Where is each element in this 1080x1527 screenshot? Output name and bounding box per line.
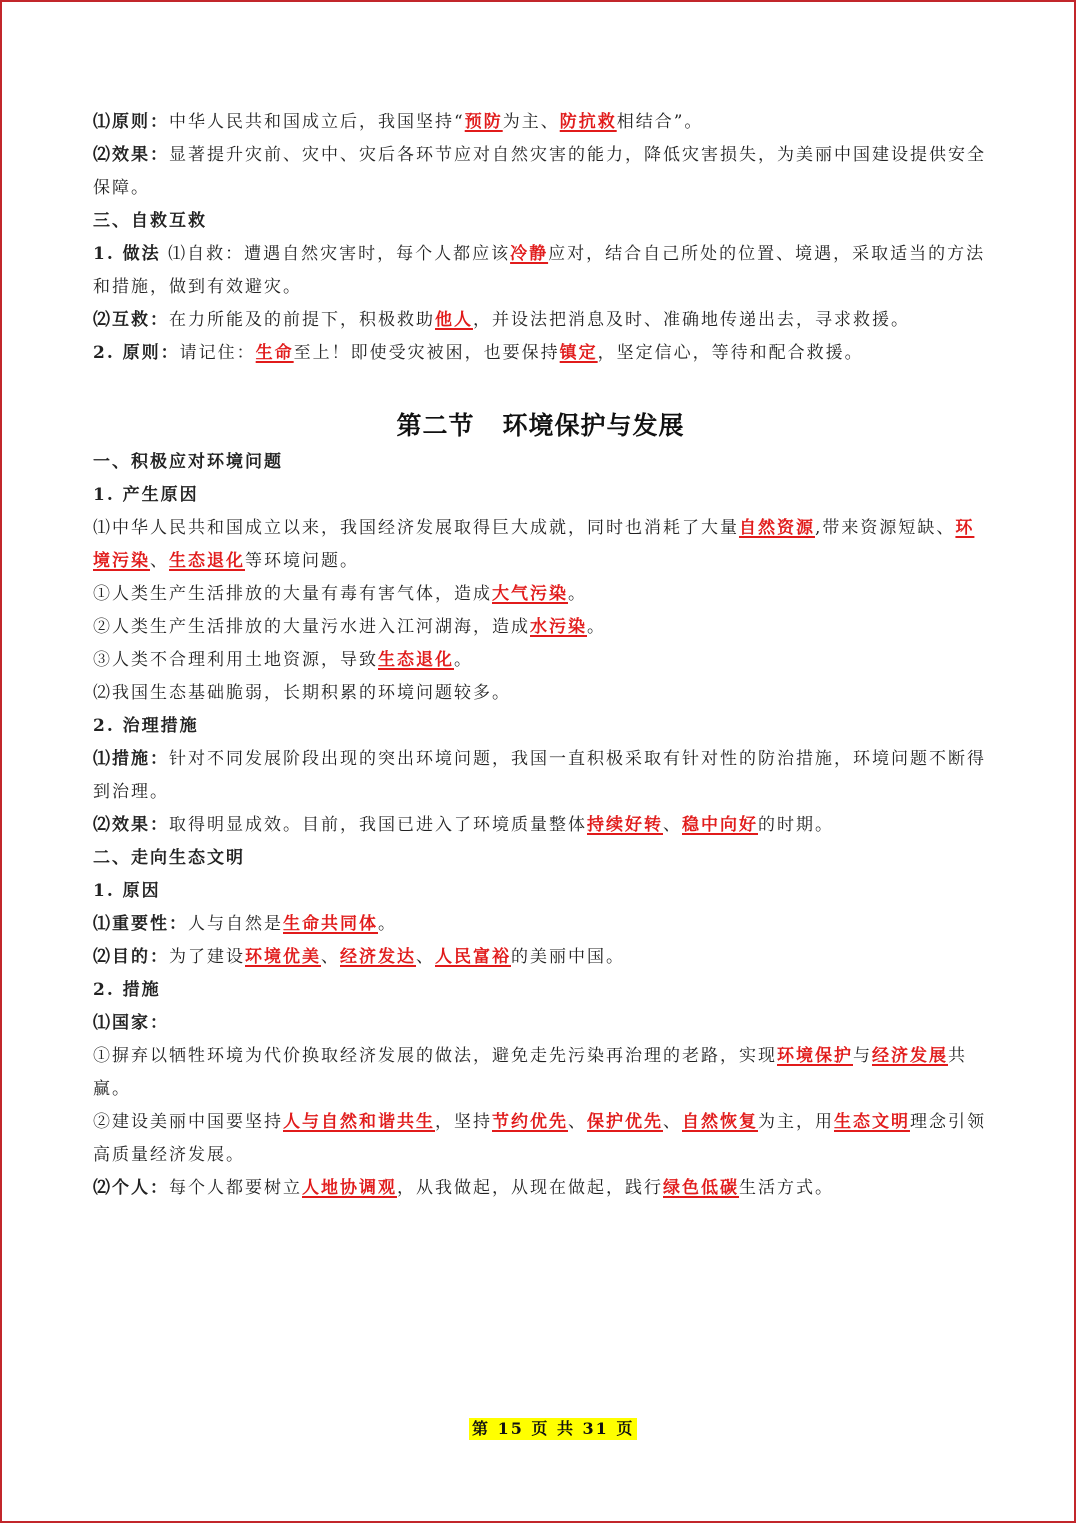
text: 、 [663, 815, 682, 835]
paragraph [93, 1172, 988, 1205]
keyword: 稳中向好 [682, 815, 758, 835]
text: ,带来资源短缺、 [815, 518, 956, 538]
text: 的时期。 [758, 815, 834, 835]
section-name: 环境保护与发展 [502, 411, 685, 440]
heading: 三、自救互救 [93, 211, 207, 231]
text: 共赢。 [93, 1046, 967, 1099]
paragraph [93, 337, 988, 370]
text: ，坚持 [435, 1112, 492, 1132]
text: ，坚定信心，等待和配合救援。 [597, 343, 864, 363]
text: ⑴自救：遭遇自然灾害时，每个人都应该 [160, 244, 511, 264]
text: 、 [416, 947, 435, 967]
keyword: 冷静 [510, 244, 549, 264]
keyword: 自然恢复 [682, 1112, 758, 1132]
paragraph [93, 941, 988, 974]
text: 为主、 [502, 112, 560, 132]
subheading: 2. 治理措施 [93, 716, 199, 736]
text: ②建设美丽中国要坚持 [93, 1112, 283, 1132]
text: 为主，用 [758, 1112, 834, 1132]
paragraph [93, 1040, 988, 1106]
paragraph [93, 512, 988, 578]
label: ⑵个人： [93, 1178, 169, 1198]
label: 2. 原则： [93, 343, 180, 363]
subheading: 1. 产生原因 [93, 485, 199, 505]
keyword: 环境优美 [245, 947, 321, 967]
paragraph [93, 809, 988, 842]
keyword: 人民富裕 [435, 947, 511, 967]
text: 显著提升灾前、灾中、灾后各环节应对自然灾害的能力，降低灾害损失，为美丽中国建设提供安全保障。 [93, 145, 986, 198]
keyword: 自然资源 [739, 518, 815, 538]
text: 。 [454, 650, 473, 670]
keyword: 保护优先 [587, 1112, 663, 1132]
keyword: 生态文明 [834, 1112, 910, 1132]
text: 。 [568, 584, 587, 604]
paragraph [93, 644, 988, 677]
text: 取得明显成效。目前，我国已进入了环境质量整体 [169, 815, 587, 835]
text: 请记住： [179, 343, 256, 363]
text: 生活方式。 [739, 1178, 834, 1198]
paragraph [93, 578, 988, 611]
keyword: 生态退化 [378, 650, 454, 670]
text: 、 [150, 551, 169, 571]
keyword: 环境污染 [93, 518, 975, 571]
heading: 二、走向生态文明 [93, 848, 245, 868]
keyword: 镇定 [559, 343, 598, 363]
text: 至上！即使受灾被困，也要保持 [293, 343, 560, 363]
section-title [93, 406, 988, 446]
label: 1. 做法 [93, 244, 161, 264]
text: 。 [587, 617, 606, 637]
keyword: 大气污染 [492, 584, 568, 604]
text: 在力所能及的前提下，积极救助 [169, 310, 435, 330]
keyword: 节约优先 [492, 1112, 568, 1132]
paragraph [93, 908, 988, 941]
keyword: 他人 [435, 310, 473, 330]
paragraph [93, 1106, 988, 1172]
text: 为了建设 [169, 947, 245, 967]
label: ⑴措施： [93, 749, 169, 769]
keyword: 生命共同体 [283, 914, 378, 934]
keyword: 预防 [464, 112, 503, 132]
paragraph [93, 106, 988, 139]
section-number: 第二节 [396, 411, 475, 440]
text: ，并设法把消息及时、准确地传递出去，寻求救援。 [473, 310, 910, 330]
text: ①人类生产生活排放的大量有毒有害气体，造成 [93, 584, 492, 604]
paragraph [93, 304, 988, 337]
label: ⑵互救： [93, 310, 169, 330]
text: 与 [853, 1046, 872, 1066]
keyword: 生命 [255, 343, 294, 363]
subheading: 1. 原因 [93, 881, 161, 901]
keyword: 人地协调观 [302, 1178, 397, 1198]
paragraph [93, 238, 988, 304]
text: 应对，结合自己所处的位置、境遇，采取适当的方法和措施，做到有效避灾。 [93, 244, 986, 297]
text: 、 [663, 1112, 682, 1132]
keyword: 经济发达 [340, 947, 416, 967]
keyword: 绿色低碳 [663, 1178, 739, 1198]
text: 中华人民共和国成立后，我国坚持“ [169, 112, 465, 132]
label: ⑴原则： [93, 112, 169, 132]
label: ⑵目的： [93, 947, 169, 967]
paragraph: ⑵我国生态基础脆弱，长期积累的环境问题较多。 [93, 683, 511, 703]
subheading: 2. 措施 [93, 980, 161, 1000]
text: ⑴中华人民共和国成立以来，我国经济发展取得巨大成就，同时也消耗了大量 [93, 518, 739, 538]
text: ，从我做起，从现在做起，践行 [397, 1178, 663, 1198]
keyword: 持续好转 [587, 815, 663, 835]
label: ⑴重要性： [93, 914, 188, 934]
keyword: 人与自然和谐共生 [283, 1112, 435, 1132]
keyword: 水污染 [530, 617, 587, 637]
text: 、 [321, 947, 340, 967]
document-body [93, 106, 988, 1205]
keyword: 环境保护 [777, 1046, 853, 1066]
text: ①摒弃以牺牲环境为代价换取经济发展的做法，避免走先污染再治理的老路，实现 [93, 1046, 777, 1066]
page-number: 第 15 页 共 31 页 [469, 1418, 637, 1440]
paragraph [93, 743, 988, 809]
text: 、 [568, 1112, 587, 1132]
text: 相结合”。 [616, 112, 704, 132]
text: ②人类生产生活排放的大量污水进入江河湖海，造成 [93, 617, 530, 637]
text: 。 [378, 914, 397, 934]
heading: 一、积极应对环境问题 [93, 452, 283, 472]
keyword: 经济发展 [872, 1046, 948, 1066]
text: ③人类不合理利用土地资源，导致 [93, 650, 378, 670]
label: ⑵效果： [93, 145, 169, 165]
label: ⑵效果： [93, 815, 169, 835]
text: 的美丽中国。 [511, 947, 625, 967]
keyword: 防抗救 [559, 112, 617, 132]
paragraph [93, 139, 988, 205]
text: 每个人都要树立 [169, 1178, 302, 1198]
paragraph [93, 611, 988, 644]
keyword: 生态退化 [169, 551, 245, 571]
label: ⑴国家： [93, 1013, 169, 1033]
text: 理念引领高质量经济发展。 [93, 1112, 986, 1165]
text: 人与自然是 [188, 914, 283, 934]
text: 针对不同发展阶段出现的突出环境问题，我国一直积极采取有针对性的防治措施，环境问题不断得到治理。 [93, 749, 986, 802]
text: 等环境问题。 [245, 551, 359, 571]
